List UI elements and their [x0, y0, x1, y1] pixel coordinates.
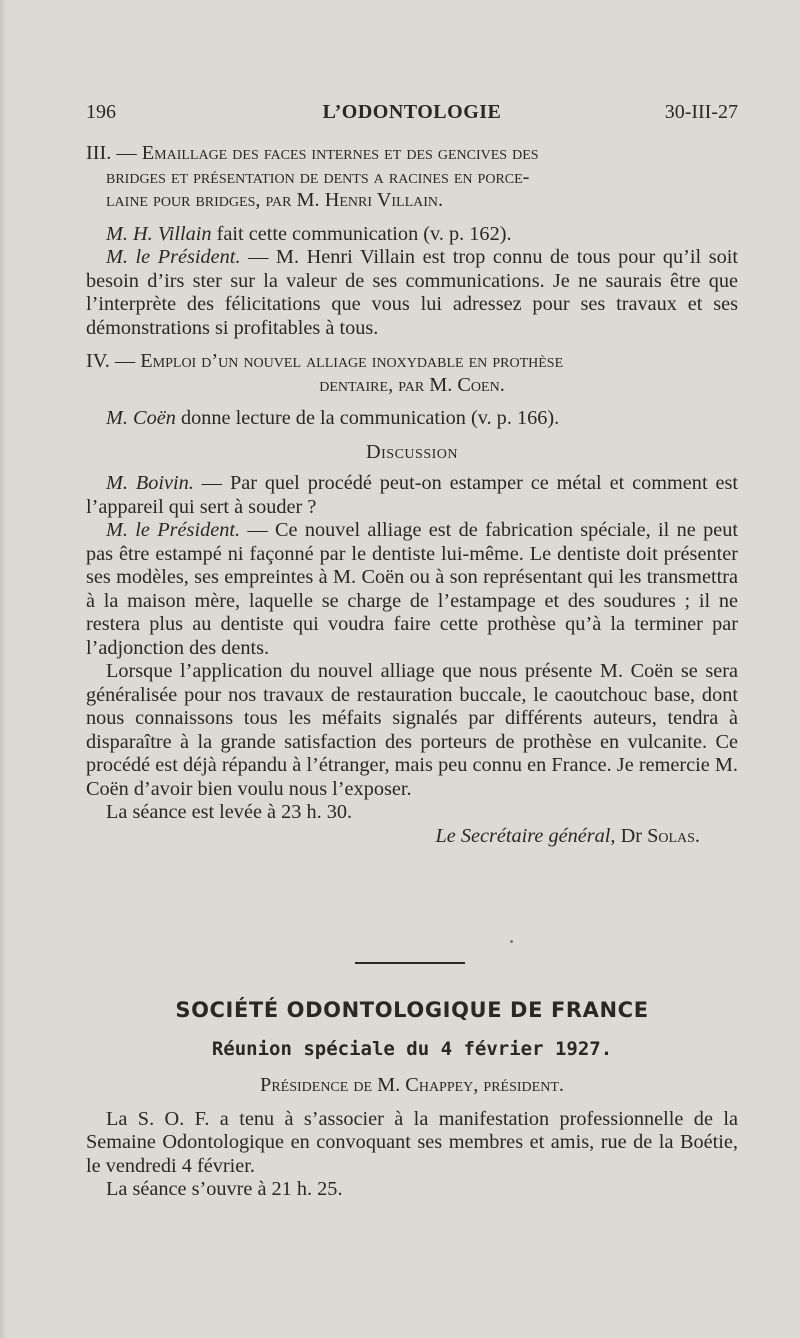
paragraph: Lorsque l’application du nouvel alliage que nous présente M. Coën se sera généralisée pour nos travaux de restauration buccale, le caoutchouc base, dont nous connaissons tous les méfaits signalés par différents auteurs, tendra à disparaître à la grande satisfaction des porteurs de prothèse en vulcanite. Ce procédé est déjà répandu à l’étranger, mais peu connu en France. Je remercie M. Coën d’avoir bien voulu nous l’exposer. — [86, 660, 738, 800]
speaker-name: M. le Président. — [106, 246, 241, 268]
main-text — [86, 142, 738, 848]
section-3-heading: III. — Emaillage des faces internes et des gencives des bridges et présentation de dents a racines en porce- laine pour bridges, par M. Henri Villain. — [86, 142, 539, 211]
signature: Le Secrétaire général, Dr Solas. — [435, 824, 700, 847]
paragraph: La S. O. F. a tenu à s’associer à la manifestation professionnelle de la Semaine Odontologique en convoquant ses membres et amis, rue de la Boétie, le vendredi 4 février. — [86, 1107, 738, 1177]
ink-dot — [510, 940, 513, 943]
meeting-subtitle: Réunion spéciale du 4 février 1927. — [211, 1038, 613, 1060]
paragraph: M. le Président. — Ce nouvel alliage est de fabrication spéciale, il ne peut pas être estampé ni façonné par le dentiste lui-même. Le dentiste doit présenter ses modèles, ses empreintes à M. Coën ou à son représentant qui les transmettra à la maison mère, laquelle se charge de l’estampage et des soudures ; il ne restera plus au dentiste qui voudra faire cette prothèse qu’à la terminer par l’adjonction des dents. — [86, 519, 738, 659]
issue-date: 30-III-27 — [664, 101, 738, 123]
presidency-line: Présidence de M. Chappey, président. — [260, 1074, 564, 1096]
speaker-name: M. le Président. — [106, 519, 241, 541]
page-edge-shadow — [0, 0, 7, 1338]
discussion-heading: Discussion — [366, 440, 458, 463]
section-4-heading: IV. — Emploi d’un nouvel alliage inoxydable en prothèse dentaire, par M. Coen. — [86, 350, 564, 396]
paragraph: La séance est levée à 23 h. 30. — [106, 801, 353, 823]
section-divider — [355, 962, 465, 964]
society-text — [86, 1074, 738, 1202]
page-number: 196 — [86, 101, 116, 123]
paragraph: M. le Président. — M. Henri Villain est trop connu de tous pour qu’il soit besoin d’irs ster sur la valeur de ses communications. Je ne saurais être que l’interprète des félicitations que vous lui adressez pour ses travaux et ses démonstrations si profitables à tous. — [86, 246, 738, 339]
society-title: SOCIÉTÉ ODONTOLOGIQUE DE FRANCE — [175, 998, 649, 1022]
paragraph: M. Coën donne lecture de la communication (v. p. 166). — [106, 407, 560, 429]
paragraph: La séance s’ouvre à 21 h. 25. — [106, 1178, 343, 1200]
speaker-name: M. Coën — [106, 407, 176, 429]
paragraph: M. H. Villain fait cette communication (v. p. 162). — [106, 222, 512, 245]
speaker-name: M. Boivin. — [106, 472, 194, 494]
paragraph: M. Boivin. — Par quel procédé peut-on estamper ce métal et comment est l’appareil qui sert à souder ? — [86, 472, 738, 518]
running-header — [86, 98, 738, 128]
speaker-name: M. H. Villain — [106, 222, 212, 245]
journal-title: L’ODONTOLOGIE — [322, 101, 502, 123]
